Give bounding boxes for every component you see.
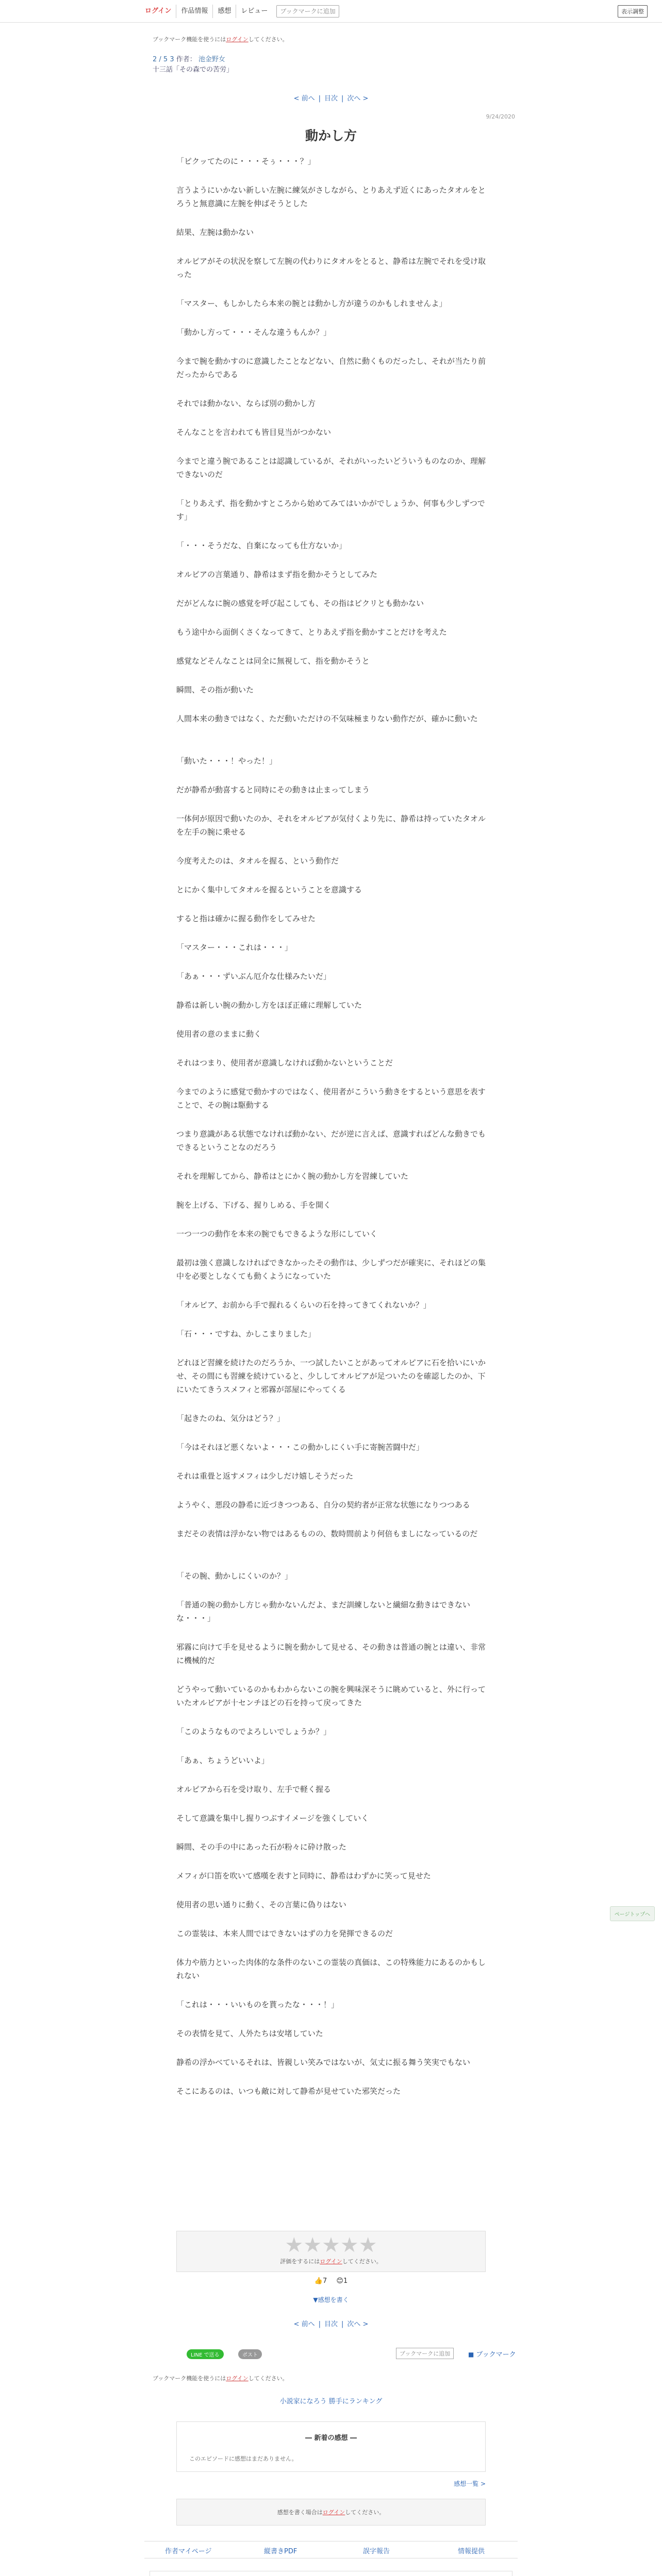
body-paragraph: 「動いた・・・！やった！」 xyxy=(176,756,277,766)
body-paragraph: どうやって動いているのかもわからないこの腕を興味深そうに眺めていると、外に行っていたオルピアが十センチほどの石を持って戻ってきた xyxy=(176,1685,486,1707)
bookmark-notice: ブックマーク機能を使うにはログインしてください。 xyxy=(153,36,288,43)
rating-hint: 評価をするにはログインしてください。 xyxy=(280,2258,382,2265)
body-paragraph: 言うようにいかない新しい左腕に練気がさしながら、とりあえず近くにあったタオルをとろうと無意識に左腕を伸ばそうとした xyxy=(176,185,486,208)
reaction-row xyxy=(0,2277,662,2285)
review-login-link[interactable]: ログイン xyxy=(322,2509,345,2516)
footer-links-bar xyxy=(144,2541,518,2558)
ranking-link[interactable]: 小説家になろう 勝手にランキング xyxy=(279,2398,383,2405)
body-paragraph: 「普通の腕の動かし方じゃ動かないんだよ、まだ訓練しないと繊細な動きはできないな・・・」 xyxy=(176,1600,471,1623)
author-link[interactable]: 池金野女 xyxy=(198,56,225,63)
chapter-crumb[interactable]: 十三話「その森での苦労」 xyxy=(153,66,234,74)
prev-link[interactable]: < 前へ xyxy=(293,95,315,103)
body-paragraph: 「今はそれほど悪くないよ・・・この動かしにくい手に寄腕苦闘中だ」 xyxy=(176,1443,424,1452)
body-paragraph: それでは動かない、ならば別の動かし方 xyxy=(176,399,316,408)
body-paragraph: オルピアがその状況を察して左腕の代わりにタオルをとると、静希は左腕でそれを受け取った xyxy=(176,257,486,279)
top-header xyxy=(0,0,662,23)
bookmark-add-button[interactable]: ブックマークに追加 xyxy=(276,5,339,18)
next-link-bottom[interactable]: 次へ > xyxy=(347,2320,369,2328)
body-paragraph: 「マスター・・・これは・・・」 xyxy=(176,943,293,952)
body-paragraph: つまり意識がある状態でなければ動かない、だが逆に言えば、意識すればどんな動きでもできるということなのだろう xyxy=(176,1129,486,1152)
body-paragraph: メフィが口笛を吹いて感嘆を表すと同時に、静希はわずかに笑って見せた xyxy=(176,1871,431,1880)
body-paragraph: 「このようなものでよろしいでしょうか？」 xyxy=(176,1727,332,1736)
rating-star[interactable]: ★ xyxy=(303,2233,322,2257)
body-paragraph: 今まで腕を動かすのに意識したことなどない、自然に動くものだったし、それが当たり前だったからである xyxy=(176,357,486,379)
review-login-box: 感想を書く場合はログインしてください。 xyxy=(176,2499,486,2526)
body-paragraph: 瞬間、その手の中にあった石が粉々に砕け散った xyxy=(176,1842,346,1852)
body-paragraph: 静希の浮かべているそれは、皆親しい笑みではないが、気丈に振る舞う笑実でもない xyxy=(176,2058,471,2067)
body-paragraph: すると指は確かに握る動作をしてみせた xyxy=(176,914,316,923)
rating-star[interactable]: ★ xyxy=(322,2233,340,2257)
body-paragraph: 静希は新しい腕の動かし方をほぼ正確に理解していた xyxy=(176,1001,362,1010)
next-link[interactable]: 次へ > xyxy=(347,95,369,103)
body-paragraph: 「ピクッてたのに・・・そぅ・・・？」 xyxy=(176,157,316,166)
body-paragraph: 「・・・そうだな、自棄になっても仕方ないか」 xyxy=(176,541,347,550)
body-paragraph: それはつまり、使用者が意識しなければ動かないということだ xyxy=(176,1058,393,1067)
caution-box xyxy=(150,2571,512,2576)
body-paragraph: 「起きたのね、気分はどう？」 xyxy=(176,1414,285,1423)
toc-link[interactable]: 目次 xyxy=(324,95,338,103)
body-paragraph: 今までのように感覚で動かすのではなく、使用者がこういう動きをするという意思を表すことで、その腕は駆動する xyxy=(176,1087,486,1110)
no-reviews-text: このエピソードに感想はまだありません。 xyxy=(189,2455,297,2462)
page-top-button[interactable]: ページトップへ xyxy=(610,1906,655,1921)
body-paragraph: 「マスター、もしかしたら本来の腕とは動かし方が違うのかもしれませんよ」 xyxy=(176,299,447,308)
smile-reaction[interactable]: 😊1 xyxy=(336,2277,348,2285)
rating-star[interactable]: ★ xyxy=(358,2233,377,2257)
body-paragraph: 今までと違う腕であることは認識しているが、それがいったいどういうものなのか、理解できないのだ xyxy=(176,456,486,479)
star-rating[interactable] xyxy=(177,2233,485,2257)
body-paragraph: それを理解してから、静希はとにかく腕の動かし方を習練していた xyxy=(176,1172,409,1181)
rating-star[interactable]: ★ xyxy=(285,2233,304,2257)
top-pager: < 前へ | 目次 | 次へ > xyxy=(293,95,369,103)
bookmark-label[interactable]: ■ ブックマーク xyxy=(468,2351,516,2359)
line-share-button[interactable]: LINE で送る xyxy=(187,2349,224,2359)
body-paragraph: 一つ一つの動作を本来の腕でもできるような形にしていく xyxy=(176,1229,378,1239)
body-paragraph: 一体何が原因で動いたのか、それをオルピアが気付くより先に、静希は持っていたタオルを左手の腕に乗せる xyxy=(176,814,486,837)
prev-link-bottom[interactable]: < 前へ xyxy=(293,2320,315,2328)
body-paragraph: 腕を上げる、下げる、握りしめる、手を開く xyxy=(176,1200,332,1210)
new-reviews-title: ― 新着の感想 ― xyxy=(305,2434,357,2442)
chapter-title: 動かし方 xyxy=(305,128,357,143)
body-paragraph: そして意識を集中し握りつぶすイメージを強くしていく xyxy=(176,1814,369,1823)
body-paragraph: まだその表情は浮かない物ではあるものの、数時間前より何倍もましになっているのだ xyxy=(176,1529,478,1538)
body-paragraph: だがどんなに腕の感覚を呼び起こしても、その指はピクリとも動かない xyxy=(176,599,424,608)
impressions-link[interactable]: 感想 xyxy=(213,5,236,18)
body-paragraph: どれほど習練を続けたのだろうか、一つ試したいことがあってオルピアに石を拾いにいかせ、その間にも習練を続けていると、少ししてオルピアが足ついたのを確認したのか、下にいたてきうスメフィと邪霧が部屋にやってくる xyxy=(176,1358,486,1394)
post-share-button[interactable]: ポスト xyxy=(238,2349,262,2359)
body-paragraph: もう途中から面倒くさくなってきて、とりあえず指を動かすことだけを考えた xyxy=(176,628,447,637)
body-paragraph: 「石・・・ですね、かしこまりました」 xyxy=(176,1329,316,1338)
rating-star[interactable]: ★ xyxy=(340,2233,359,2257)
bottom-pager: < 前へ | 目次 | 次へ > xyxy=(293,2320,369,2328)
body-paragraph: 「動かし方って・・・そんな違うもんか？」 xyxy=(176,328,332,337)
body-paragraph: だが静希が動喜すると同時にその動きは止まってしまう xyxy=(176,785,370,794)
body-paragraph: 使用者の意のままに動く xyxy=(176,1029,262,1039)
body-paragraph: 「その腕、動かしにくいのか？」 xyxy=(176,1571,293,1581)
body-paragraph: 人間本来の動きではなく、ただ動いただけの不気味極まりない動作だが、確かに動いた xyxy=(176,714,478,723)
body-paragraph: 邪霧に向けて手を見せるように腕を動かして見せる、その動きは普通の腕とは違い、非常に機械的だ xyxy=(176,1642,486,1665)
rating-box xyxy=(176,2231,486,2272)
body-paragraph: 体力や筋力といった肉体的な条件のないこの霊装の真価は、この特殊能力にあるのかもしれない xyxy=(176,1958,486,1980)
review-list-link[interactable]: 感想一覧 > xyxy=(454,2480,486,2487)
body-paragraph: この霊装は、本来人間ではできないはずの力を発揮できるのだ xyxy=(176,1929,393,1938)
body-paragraph: 結果、左腕は動かない xyxy=(176,228,254,237)
vertical-pdf-link[interactable]: 縦書きPDF xyxy=(264,2548,297,2555)
body-paragraph: とにかく集中してタオルを握るということを意識する xyxy=(176,885,362,894)
info-provide-link[interactable]: 情報提供 xyxy=(458,2548,485,2555)
toc-link-bottom[interactable]: 目次 xyxy=(324,2320,338,2328)
author-label: 作者： xyxy=(176,56,196,63)
login-link[interactable]: ログイン xyxy=(140,5,176,18)
rating-login-link[interactable]: ログイン xyxy=(320,2258,342,2265)
body-paragraph: ようやく、悪段の静希に近づきつつある、自分の契約者が正常な状態になりつつある xyxy=(176,1500,470,1510)
body-paragraph: 今度考えたのは、タオルを握る、という動作だ xyxy=(176,856,339,866)
body-paragraph: 「あぁ、ちょうどいいよ」 xyxy=(176,1756,269,1765)
body-paragraph: 「これは・・・いいものを貰ったな・・・！」 xyxy=(176,2000,339,2009)
bookmark-add-button-bottom[interactable]: ブックマークに追加 xyxy=(396,2348,454,2359)
page-count: 2 / 5 3 xyxy=(153,56,174,63)
good-reaction[interactable]: 👍7 xyxy=(314,2277,327,2285)
body-paragraph: それは重畳と返すメフィは少しだけ嬉しそうだった xyxy=(176,1471,354,1481)
body-paragraph: 使用者の思い通りに動く、その言葉に偽りはない xyxy=(176,1900,346,1909)
display-settings-button[interactable]: 表示調整 xyxy=(618,5,648,18)
body-paragraph: 「オルピア、お前から手で握れるくらいの石を持ってきてくれないか？」 xyxy=(176,1300,431,1310)
body-paragraph: 「あぁ・・・ずいぶん厄介な仕様みたいだ」 xyxy=(176,972,331,981)
post-date: 9/24/2020 xyxy=(486,113,515,120)
author-page-link[interactable]: 作者マイページ xyxy=(165,2548,212,2555)
bookmark-notice-bottom: ブックマーク機能を使うにはログインしてください。 xyxy=(153,2375,288,2382)
typo-report-link[interactable]: 誤字報告 xyxy=(363,2548,390,2555)
body-paragraph: その表情を見て、人外たちは安堵していた xyxy=(176,2029,323,2038)
notice2-login-link[interactable]: ログイン xyxy=(226,2375,249,2382)
body-paragraph: オルピアの言葉通り、静希はまず指を動かそうとしてみた xyxy=(176,570,378,579)
works-info-link[interactable]: 作品情報 xyxy=(176,5,213,18)
notice-login-link[interactable]: ログイン xyxy=(226,36,249,43)
body-paragraph: そこにあるのは、いつも敵に対して静希が見せていた邪笑だった xyxy=(176,2087,401,2096)
body-paragraph: 瞬間、その指が動いた xyxy=(176,685,254,694)
breadcrumb xyxy=(153,54,225,63)
body-paragraph: 「とりあえず、指を動かすところから始めてみてはいかがでしょうか、何事も少しずつです」 xyxy=(176,499,485,521)
body-paragraph: そんなことを言われても皆目見当がつかない xyxy=(176,428,332,437)
body-paragraph: 最初は強く意識しなければできなかったその動作は、少しずつだが確実に、それほどの集中を必要としなくても動くようになっていた xyxy=(176,1258,486,1281)
review-link[interactable]: レビュー xyxy=(241,7,268,15)
body-paragraph: オルピアから石を受け取り、左手で軽く握る xyxy=(176,1785,332,1794)
body-paragraph: 感覚などそんなことは同全に無視して、指を動かそうと xyxy=(176,656,370,666)
new-reviews-box xyxy=(176,2421,486,2472)
write-review-link[interactable]: ▼感想を書く xyxy=(313,2296,349,2303)
